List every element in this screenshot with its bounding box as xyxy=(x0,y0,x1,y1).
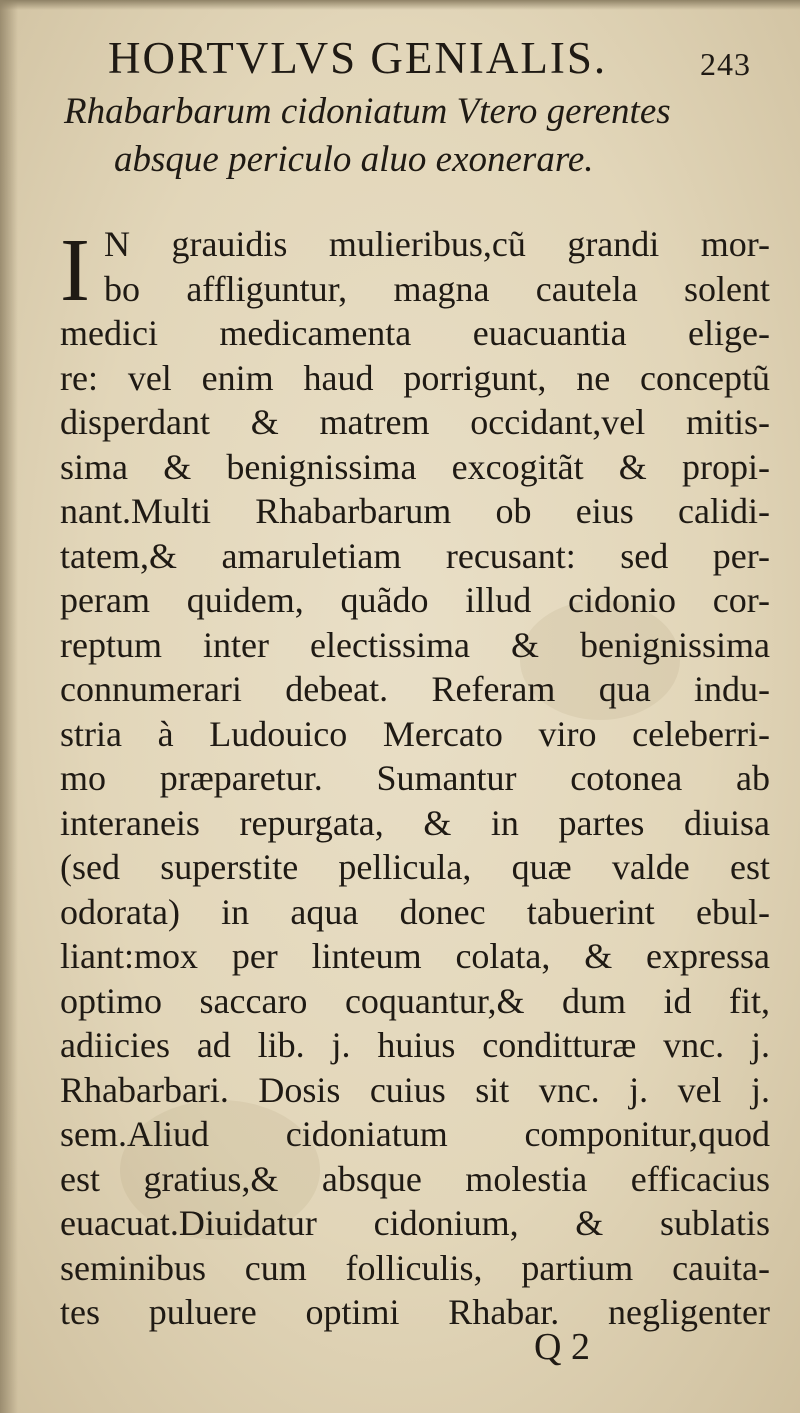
section-title-line-1: Rhabarbarum cidoniatum Vtero gerentes xyxy=(64,91,671,132)
text-line: liant:mox per linteum colata, & expressa xyxy=(60,936,770,976)
text-line: est gratius,& absque molestia efficacius xyxy=(60,1158,770,1199)
text-line: re: vel enim haud porrigunt, ne conceptũ xyxy=(60,357,770,398)
text-line: Rhabarbari. Dosis cuius sit vnc. j. vel j. xyxy=(60,1069,770,1110)
text-line: mo præparetur. Sumantur cotonea ab xyxy=(60,758,770,798)
drop-cap: I xyxy=(60,221,90,320)
text-line: nant.Multi Rhabarbarum ob eius calidi- xyxy=(60,491,770,531)
signature-mark: Q 2 xyxy=(534,1326,590,1368)
running-head xyxy=(0,28,800,88)
text-line-content: N grauidis mulieribus,cũ grandi mor- xyxy=(104,224,770,264)
text-line: sima & benignissima excogitãt & propi- xyxy=(60,446,770,487)
running-title: HORTVLVS GENIALIS. xyxy=(108,33,608,83)
text-line: tes puluere optimi Rhabar. negligenter xyxy=(60,1292,770,1332)
section-title xyxy=(64,88,764,184)
text-line: peram quidem, quãdo illud cidonio cor- xyxy=(60,580,770,620)
body-text xyxy=(60,222,770,1335)
text-line: odorata) in aqua donec tabuerint ebul- xyxy=(60,891,770,932)
text-line: sem.Aliud cidoniatum componitur,quod xyxy=(60,1114,770,1154)
page-top-shadow xyxy=(0,0,800,10)
text-line: bo affliguntur, magna cautela solent xyxy=(104,268,770,309)
text-line: seminibus cum folliculis, partium cauita- xyxy=(60,1247,770,1288)
page-shadow-edge xyxy=(0,0,18,1413)
text-line: euacuat.Diuidatur cidonium, & sublatis xyxy=(60,1203,770,1243)
page-number: 243 xyxy=(700,46,751,82)
text-line: medici medicamenta euacuantia elige- xyxy=(60,313,770,353)
text-line: optimo saccaro coquantur,& dum id fit, xyxy=(60,980,770,1021)
text-line: tatem,& amaruletiam recusant: sed per- xyxy=(60,535,770,576)
text-line: (sed superstite pellicula, quæ valde est xyxy=(60,847,770,887)
section-title-line-2: absque periculo aluo exonerare. xyxy=(114,139,594,180)
text-line: interaneis repurgata, & in partes diuisa xyxy=(60,802,770,843)
text-line: disperdant & matrem occidant,vel mitis- xyxy=(60,402,770,442)
text-line: reptum inter electissima & benignissima xyxy=(60,624,770,665)
text-line: stria à Ludouico Mercato viro celeberri- xyxy=(60,713,770,754)
text-line: adiicies ad lib. j. huius conditturæ vnc. j. xyxy=(60,1025,770,1065)
text-line: connumerari debeat. Referam qua indu- xyxy=(60,669,770,709)
